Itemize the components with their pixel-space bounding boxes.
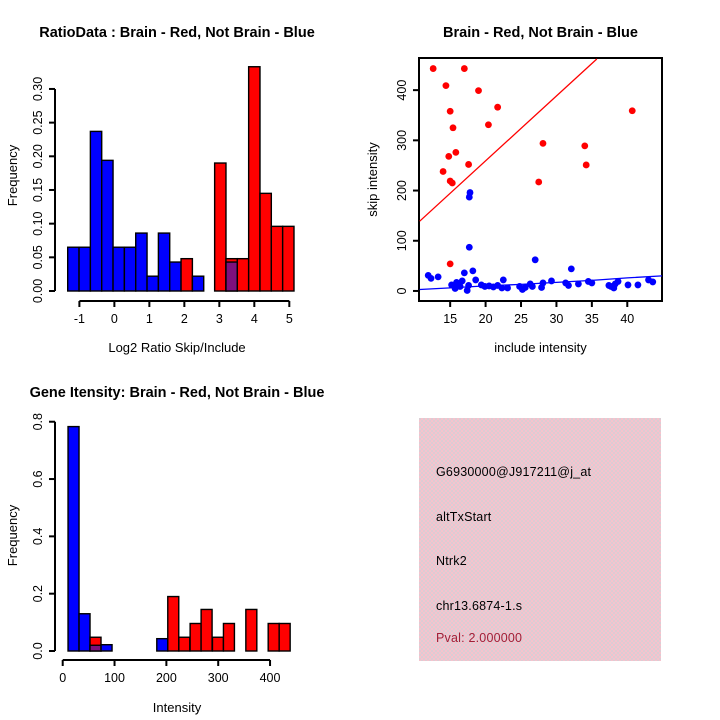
scatter-point-blue xyxy=(459,278,466,285)
scatter-point-blue xyxy=(435,274,442,281)
info-line-event-type: altTxStart xyxy=(436,510,492,524)
scatter-point-red xyxy=(535,179,542,186)
x-tick-label: 400 xyxy=(259,671,281,685)
histogram-bar-red xyxy=(168,597,179,651)
histogram-bar-blue xyxy=(136,233,147,291)
scatter-point-blue xyxy=(428,275,435,282)
y-tick-label: 100 xyxy=(395,230,409,252)
scatter-point-blue xyxy=(548,278,555,285)
histogram-bar-blue xyxy=(157,639,168,651)
y-tick-label: 200 xyxy=(395,180,409,201)
x-tick-label: 25 xyxy=(514,312,528,326)
y-tick-label: 0.20 xyxy=(31,144,45,169)
x-tick-label: 3 xyxy=(215,312,223,326)
panel-scatter xyxy=(360,0,720,360)
y-tick-label: 0.10 xyxy=(31,211,45,236)
x-axis-title: Intensity xyxy=(152,700,202,715)
x-axis-title: include intensity xyxy=(494,340,587,355)
histogram-bar-blue xyxy=(158,233,169,291)
histogram-bar-red xyxy=(237,259,248,291)
chart-title: Gene Itensity: Brain - Red, Not Brain - Blue xyxy=(29,385,325,401)
y-tick-label: 0.8 xyxy=(31,413,45,431)
histogram-bar-red xyxy=(268,623,279,651)
y-tick-label: 0.00 xyxy=(31,278,45,304)
y-tick-label: 0.05 xyxy=(31,245,45,270)
scatter-point-red xyxy=(581,142,588,149)
scatter-point-red xyxy=(443,82,450,89)
x-tick-label: 0 xyxy=(110,312,118,326)
chart-title: RatioData : Brain - Red, Not Brain - Blue xyxy=(39,25,315,41)
histogram-bar-red xyxy=(283,226,294,291)
x-tick-label: 20 xyxy=(478,312,493,326)
histogram-bar-blue xyxy=(90,131,101,291)
histogram-bar-blue xyxy=(147,276,158,291)
histogram-bar-red xyxy=(271,226,282,291)
info-line-probe-id: G6930000@J917211@j_at xyxy=(436,465,592,479)
histogram-bar-red xyxy=(201,609,212,651)
scatter-point-red xyxy=(449,180,456,187)
scatter-point-blue xyxy=(615,278,622,285)
info-line-gene-symbol: Ntrk2 xyxy=(436,554,467,568)
scatter-point-blue xyxy=(532,256,539,263)
scatter-point-blue xyxy=(467,189,474,196)
y-tick-label: 0.30 xyxy=(31,76,45,102)
scatter-point-red xyxy=(475,87,482,94)
panel-ratio-histogram xyxy=(0,0,360,360)
scatter-point-blue xyxy=(625,282,632,289)
scatter-point-blue xyxy=(540,280,547,287)
histogram-bar-red xyxy=(223,623,234,651)
scatter-point-red xyxy=(447,260,454,267)
scatter-point-red xyxy=(629,107,636,114)
histogram-bar-red xyxy=(181,259,192,291)
y-axis-title: skip intensity xyxy=(365,142,380,217)
histogram-bar-red xyxy=(212,637,223,651)
histogram-bar-red xyxy=(260,193,271,291)
x-tick-label: -1 xyxy=(73,312,85,326)
gene-info-box xyxy=(419,418,661,661)
scatter-point-red xyxy=(494,104,501,111)
histogram-bar-red xyxy=(179,637,190,651)
x-tick-label: 1 xyxy=(145,312,153,326)
scatter-point-blue xyxy=(504,285,511,292)
histogram-bar-red xyxy=(249,67,260,291)
histogram-bar-red xyxy=(190,623,201,651)
x-tick-label: 4 xyxy=(250,312,258,326)
y-tick-label: 0.15 xyxy=(31,177,45,203)
histogram-bar-red xyxy=(246,609,257,651)
y-tick-label: 0 xyxy=(395,287,409,295)
histogram-bar-blue xyxy=(102,160,113,291)
scatter-point-blue xyxy=(635,282,642,289)
x-tick-label: 300 xyxy=(207,671,229,685)
scatter-point-red xyxy=(461,65,468,72)
scatter-point-red xyxy=(430,65,437,72)
histogram-bar-blue xyxy=(68,427,79,651)
info-line-pval: Pval: 2.000000 xyxy=(436,631,523,645)
y-tick-label: 0.0 xyxy=(31,642,45,660)
scatter-point-red xyxy=(465,161,472,168)
scatter-point-red xyxy=(447,108,454,115)
x-tick-label: 40 xyxy=(620,312,635,326)
histogram-bar-blue xyxy=(124,247,135,291)
y-tick-label: 0.4 xyxy=(31,527,45,546)
scatter-point-red xyxy=(440,168,447,175)
scatter-point-blue xyxy=(568,265,575,272)
histogram-bar-purple xyxy=(226,262,237,291)
y-tick-label: 300 xyxy=(395,129,409,151)
x-tick-label: 30 xyxy=(549,312,564,326)
histogram-bar-blue xyxy=(68,247,79,291)
histogram-bar-purple xyxy=(90,645,101,651)
scatter-point-blue xyxy=(465,282,472,289)
y-tick-label: 0.2 xyxy=(31,584,45,603)
y-axis-title: Frequency xyxy=(5,504,20,567)
scatter-point-red xyxy=(485,121,492,128)
scatter-point-blue xyxy=(500,277,507,284)
scatter-point-blue xyxy=(461,269,468,276)
scatter-point-red xyxy=(450,124,457,131)
histogram-bar-blue xyxy=(170,262,181,291)
x-tick-label: 200 xyxy=(155,671,177,685)
scatter-point-blue xyxy=(565,282,572,289)
y-tick-label: 0.25 xyxy=(31,110,45,135)
x-tick-label: 5 xyxy=(285,312,293,326)
scatter-point-red xyxy=(445,153,452,160)
y-tick-label: 0.6 xyxy=(31,470,45,488)
histogram-bar-blue xyxy=(101,645,112,651)
histogram-bar-red xyxy=(215,163,226,291)
scatter-point-blue xyxy=(649,279,656,286)
scatter-point-blue xyxy=(466,244,473,251)
scatter-point-red xyxy=(540,140,547,147)
x-axis-title: Log2 Ratio Skip/Include xyxy=(108,340,246,355)
x-tick-label: 15 xyxy=(443,312,458,326)
scatter-point-blue xyxy=(588,280,595,287)
scatter-point-red xyxy=(583,162,590,169)
histogram-bar-red xyxy=(279,623,290,651)
scatter-point-blue xyxy=(529,283,536,290)
x-tick-label: 100 xyxy=(104,671,125,685)
scatter-point-blue xyxy=(575,281,582,288)
histogram-bar-blue xyxy=(192,276,203,291)
scatter-point-blue xyxy=(472,277,479,284)
scatter-point-blue xyxy=(469,267,476,274)
histogram-bar-blue xyxy=(79,247,90,291)
info-line-chromosome-location: chr13.6874-1.s xyxy=(436,599,523,613)
chart-title: Brain - Red, Not Brain - Blue xyxy=(443,25,638,41)
x-tick-label: 2 xyxy=(180,312,188,326)
y-tick-label: 400 xyxy=(395,79,409,101)
x-tick-label: 35 xyxy=(584,312,599,326)
y-axis-title: Frequency xyxy=(5,144,20,207)
histogram-bar-blue xyxy=(113,247,124,291)
scatter-point-red xyxy=(452,149,459,156)
panel-gene-histogram xyxy=(0,360,360,720)
histogram-bar-blue xyxy=(79,614,90,651)
x-tick-label: 0 xyxy=(59,671,67,685)
